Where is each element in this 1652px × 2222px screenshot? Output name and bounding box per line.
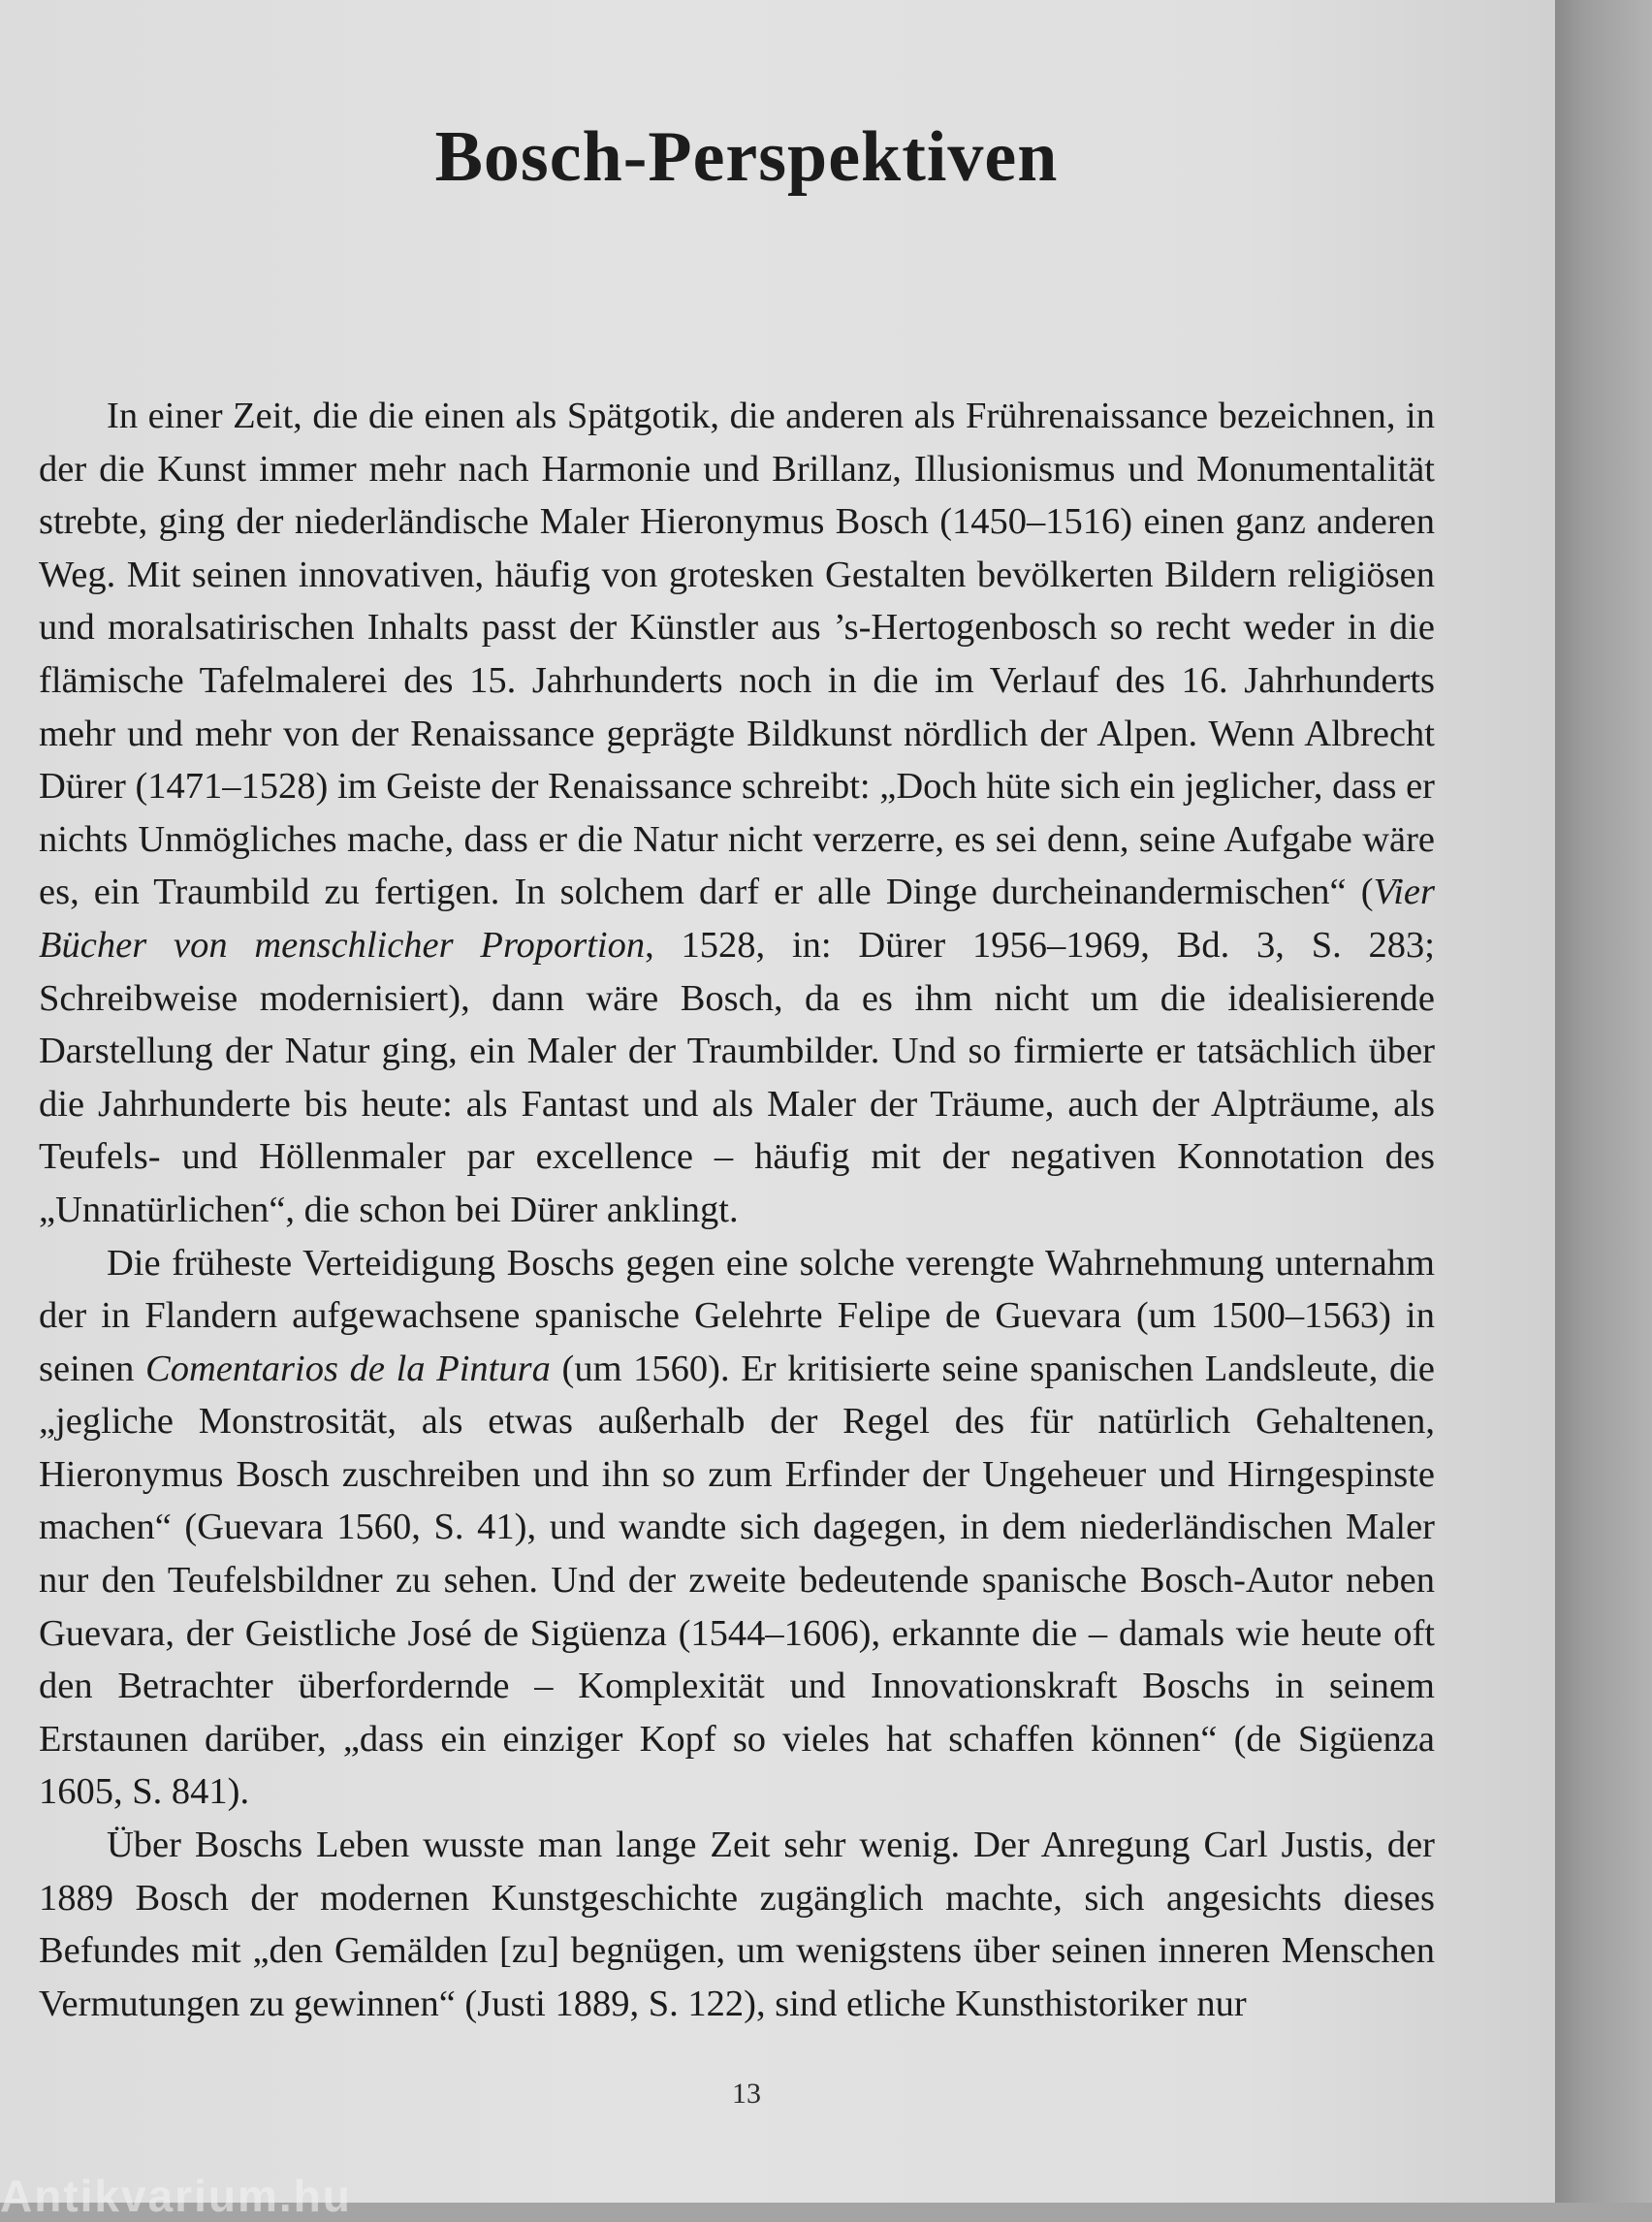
paragraph-1-italic-title: Vier Bücher von menschlicher Proportion bbox=[39, 872, 1435, 966]
paragraph-1-text-a: In einer Zeit, die die einen als Spätgotik, die anderen als Frührenaissance bezeichnen, in der die Kunst immer mehr nach Harmonie und Brillanz, Illusionismus und Monumentalität strebte, ging der niederländische Maler Hieronymus Bosch (1450–1516) einen ganz anderen Weg. Mit seinen innovativen, häufig von grotesken Gestalten bevölkerten Bildern religiösen und moralsatirischen Inhalts passt der Künstler aus ’s-Hertogenbosch so recht weder in die flämische Tafelmalerei des 15. Jahrhunderts noch in die im Verlauf des 16. Jahrhunderts mehr und mehr von der Renaissance geprägte Bildkunst nördlich der Alpen. Wenn Albrecht Dürer (1471–1528) im Geiste der Renaissance schreibt: „Doch hüte sich ein jeglicher, dass er nichts Unmögliches mache, dass er die Natur nicht verzerre, es sei denn, seine Aufgabe wäre es, ein Traumbild zu fertigen. In solchem darf er alle Dinge durcheinandermischen“ ( bbox=[39, 396, 1435, 913]
paragraph-2 bbox=[39, 1237, 1435, 1820]
chapter-title: Bosch-Perspektiven bbox=[434, 116, 1059, 197]
paragraph-1 bbox=[39, 390, 1435, 1237]
paragraph-3-text-a: Über Boschs Leben wusste man lange Zeit sehr wenig. Der Anregung Carl Justis, der 1889 Bosch der modernen Kunstgeschichte zugänglich machte, sich angesichts dieses Befundes mit „den Gemälden [zu] begnügen, um wenigstens über seinen inneren Menschen Vermutungen zu gewinnen“ (Justi 1889, S. 122), sind etliche Kunsthistoriker nur bbox=[39, 1825, 1435, 2024]
page-edge-shadow bbox=[1555, 0, 1652, 2203]
paragraph-2-text-b: (um 1560). Er kritisierte seine spanischen Landsleute, die „jegliche Monstrosität, als etwas außerhalb der Regel des für natürlich Gehaltenen, Hieronymus Bosch zuschreiben und ihn so zum Erfinder der Ungeheuer und Hirngespinste machen“ (Guevara 1560, S. 41), und wandte sich dagegen, in dem niederländischen Maler nur den Teufelsbildner zu sehen. Und der zweite bedeutende spanische Bosch-Autor neben Guevara, der Geistliche José de Sigüenza (1544–1606), erkannte die – damals wie heute oft den Betrachter überfordernde – Komplexität und Innovationskraft Boschs in seinem Erstaunen darüber, „dass ein einziger Kopf so vieles hat schaffen können“ (de Sigüenza 1605, S. 841). bbox=[39, 1348, 1436, 1813]
paragraph-3 bbox=[39, 1819, 1435, 2030]
page-number: 13 bbox=[732, 2078, 761, 2110]
watermark: Antikvarium.hu bbox=[0, 2171, 352, 2221]
paragraph-2-text-a: Die früheste Verteidigung Boschs gegen eine solche verengte Wahrnehmung unternahm der in Flandern aufgewachsene spanische Gelehrte Felipe de Guevara (um 1500–1563) in seinen bbox=[39, 1242, 1435, 1389]
paragraph-2-italic-title: Comentarios de la Pintura bbox=[145, 1348, 551, 1389]
paragraph-1-text-b: , 1528, in: Dürer 1956–1969, Bd. 3, S. 283; Schreibweise modernisiert), dann wäre Bosch, da es ihm nicht um die idealisierende Darstellung der Natur ging, ein Maler der Traumbilder. Und so firmierte er tatsächlich über die Jahrhunderte bis heute: als Fantast und als Maler der Träume, auch der Alpträume, als Teufels- und Höllenmaler par excellence – häufig mit der negativen Konnotation des „Unnatürlichen“, die schon bei Dürer anklingt. bbox=[39, 924, 1435, 1230]
body-text bbox=[39, 390, 1435, 2030]
